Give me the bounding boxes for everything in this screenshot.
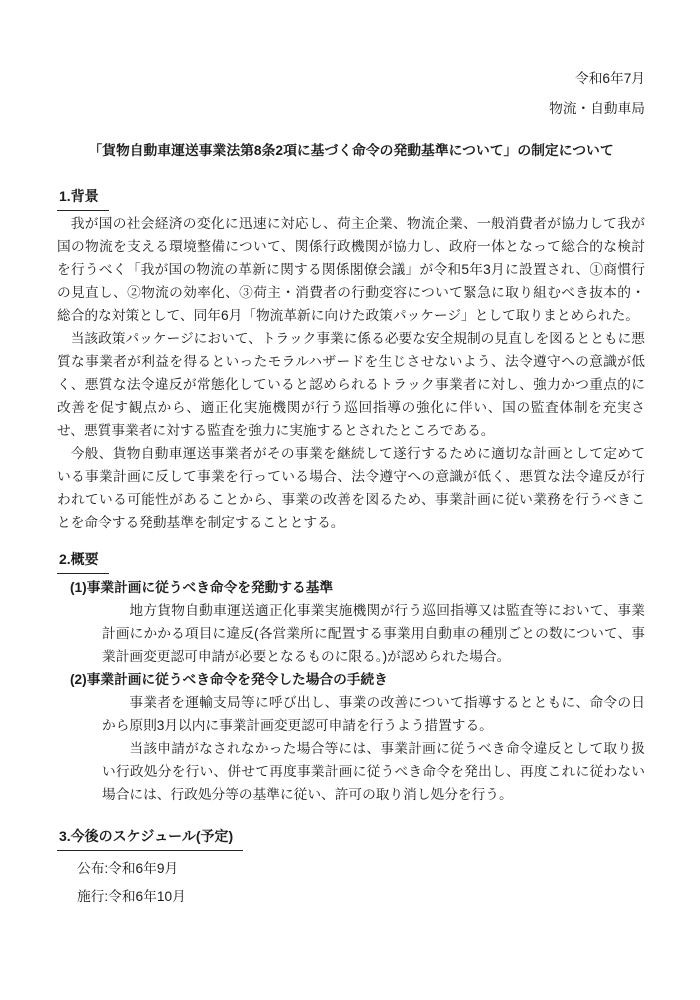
section3-heading: 3.今後のスケジュール(予定) xyxy=(57,824,243,851)
overview-item2-paragraph-1: 事業者を運輸支局等に呼び出し、事業の改善について指導するとともに、命令の日から原則3月以内に事業計画変更認可申請を行うよう措置する。 xyxy=(102,695,645,733)
document-title: 「貨物自動車運送事業法第8条2項に基づく命令の発動基準について」の制定について xyxy=(88,143,614,158)
section2-heading-row xyxy=(57,547,645,574)
overview-item2-heading: (2)事業計画に従うべき命令を発令した場合の手続き xyxy=(70,672,388,687)
document-header xyxy=(57,64,645,124)
section1-heading-row xyxy=(57,184,645,211)
section-overview xyxy=(57,547,645,806)
section3-heading-row xyxy=(57,824,645,851)
background-paragraph-3: 今般、貨物自動車運送事業者がその事業を継続して遂行するために適切な計画として定めている事業計画に反して事業を行っている場合、法令遵守への意識が低く、悪質な法令違反が行われている可能性があることから、事業の改善を図るため、事業計画に従い業務を行うべきことを命令する発動基準を制定することとする。 xyxy=(57,446,645,530)
schedule-promulgation-line: 公布:令和6年9月 xyxy=(77,861,179,876)
background-paragraph-2: 当該政策パッケージにおいて、トラック事業に係る必要な安全規制の見直しを図るとともに悪質な事業者が利益を得るといったモラルハザードを生じさせないよう、法令遵守への意識が低く、悪質な法令違反が常態化していると認められるトラック事業者に対し、強力かつ重点的に改善を促す観点から、適正化実施機関が行う巡回指導の強化に伴い、国の監査体制を充実させ、悪質事業者に対する監査を強力に実施するとされたところである。 xyxy=(57,331,645,438)
section-schedule xyxy=(57,824,645,911)
schedule-enforcement-line: 施行:令和6年10月 xyxy=(77,889,186,904)
department-line: 物流・自動車局 xyxy=(549,101,645,116)
section1-heading: 1.背景 xyxy=(57,184,109,211)
background-paragraph-1: 我が国の社会経済の変化に迅速に対応し、荷主企業、物流企業、一般消費者が協力して我が国の物流を支える環境整備について、関係行政機関が協力し、政府一体となって総合的な検討を行うべく「我が国の物流の革新に関する関係閣僚会議」が令和5年3月に設置され、①商慣行の見直し、②物流の効率化、③荷主・消費者の行動変容について緊急に取り組むべき抜本的・総合的な対策として、同年6月「物流革新に向けた政策パッケージ」として取りまとめられた。 xyxy=(57,216,645,323)
overview-item1-paragraph: 地方貨物自動車運送適正化事業実施機関が行う巡回指導又は監査等において、事業計画にかかる項目に違反(各営業所に配置する事業用自動車の種別ごとの数について、事業計画変更認可申請が必要となるものに限る。)が認められた場合。 xyxy=(102,603,645,664)
section2-heading: 2.概要 xyxy=(57,547,109,574)
overview-item2-paragraph-2: 当該申請がなされなかった場合等には、事業計画に従うべき命令違反として取り扱い行政処分を行い、併せて再度事業計画に従うべき命令を発出し、再度これに従わない場合には、行政処分等の基準に従い、許可の取り消し処分を行う。 xyxy=(102,741,645,802)
section-background xyxy=(57,184,645,534)
date-line: 令和6年7月 xyxy=(575,71,645,86)
overview-item1-heading: (1)事業計画に従うべき命令を発動する基準 xyxy=(70,580,334,595)
